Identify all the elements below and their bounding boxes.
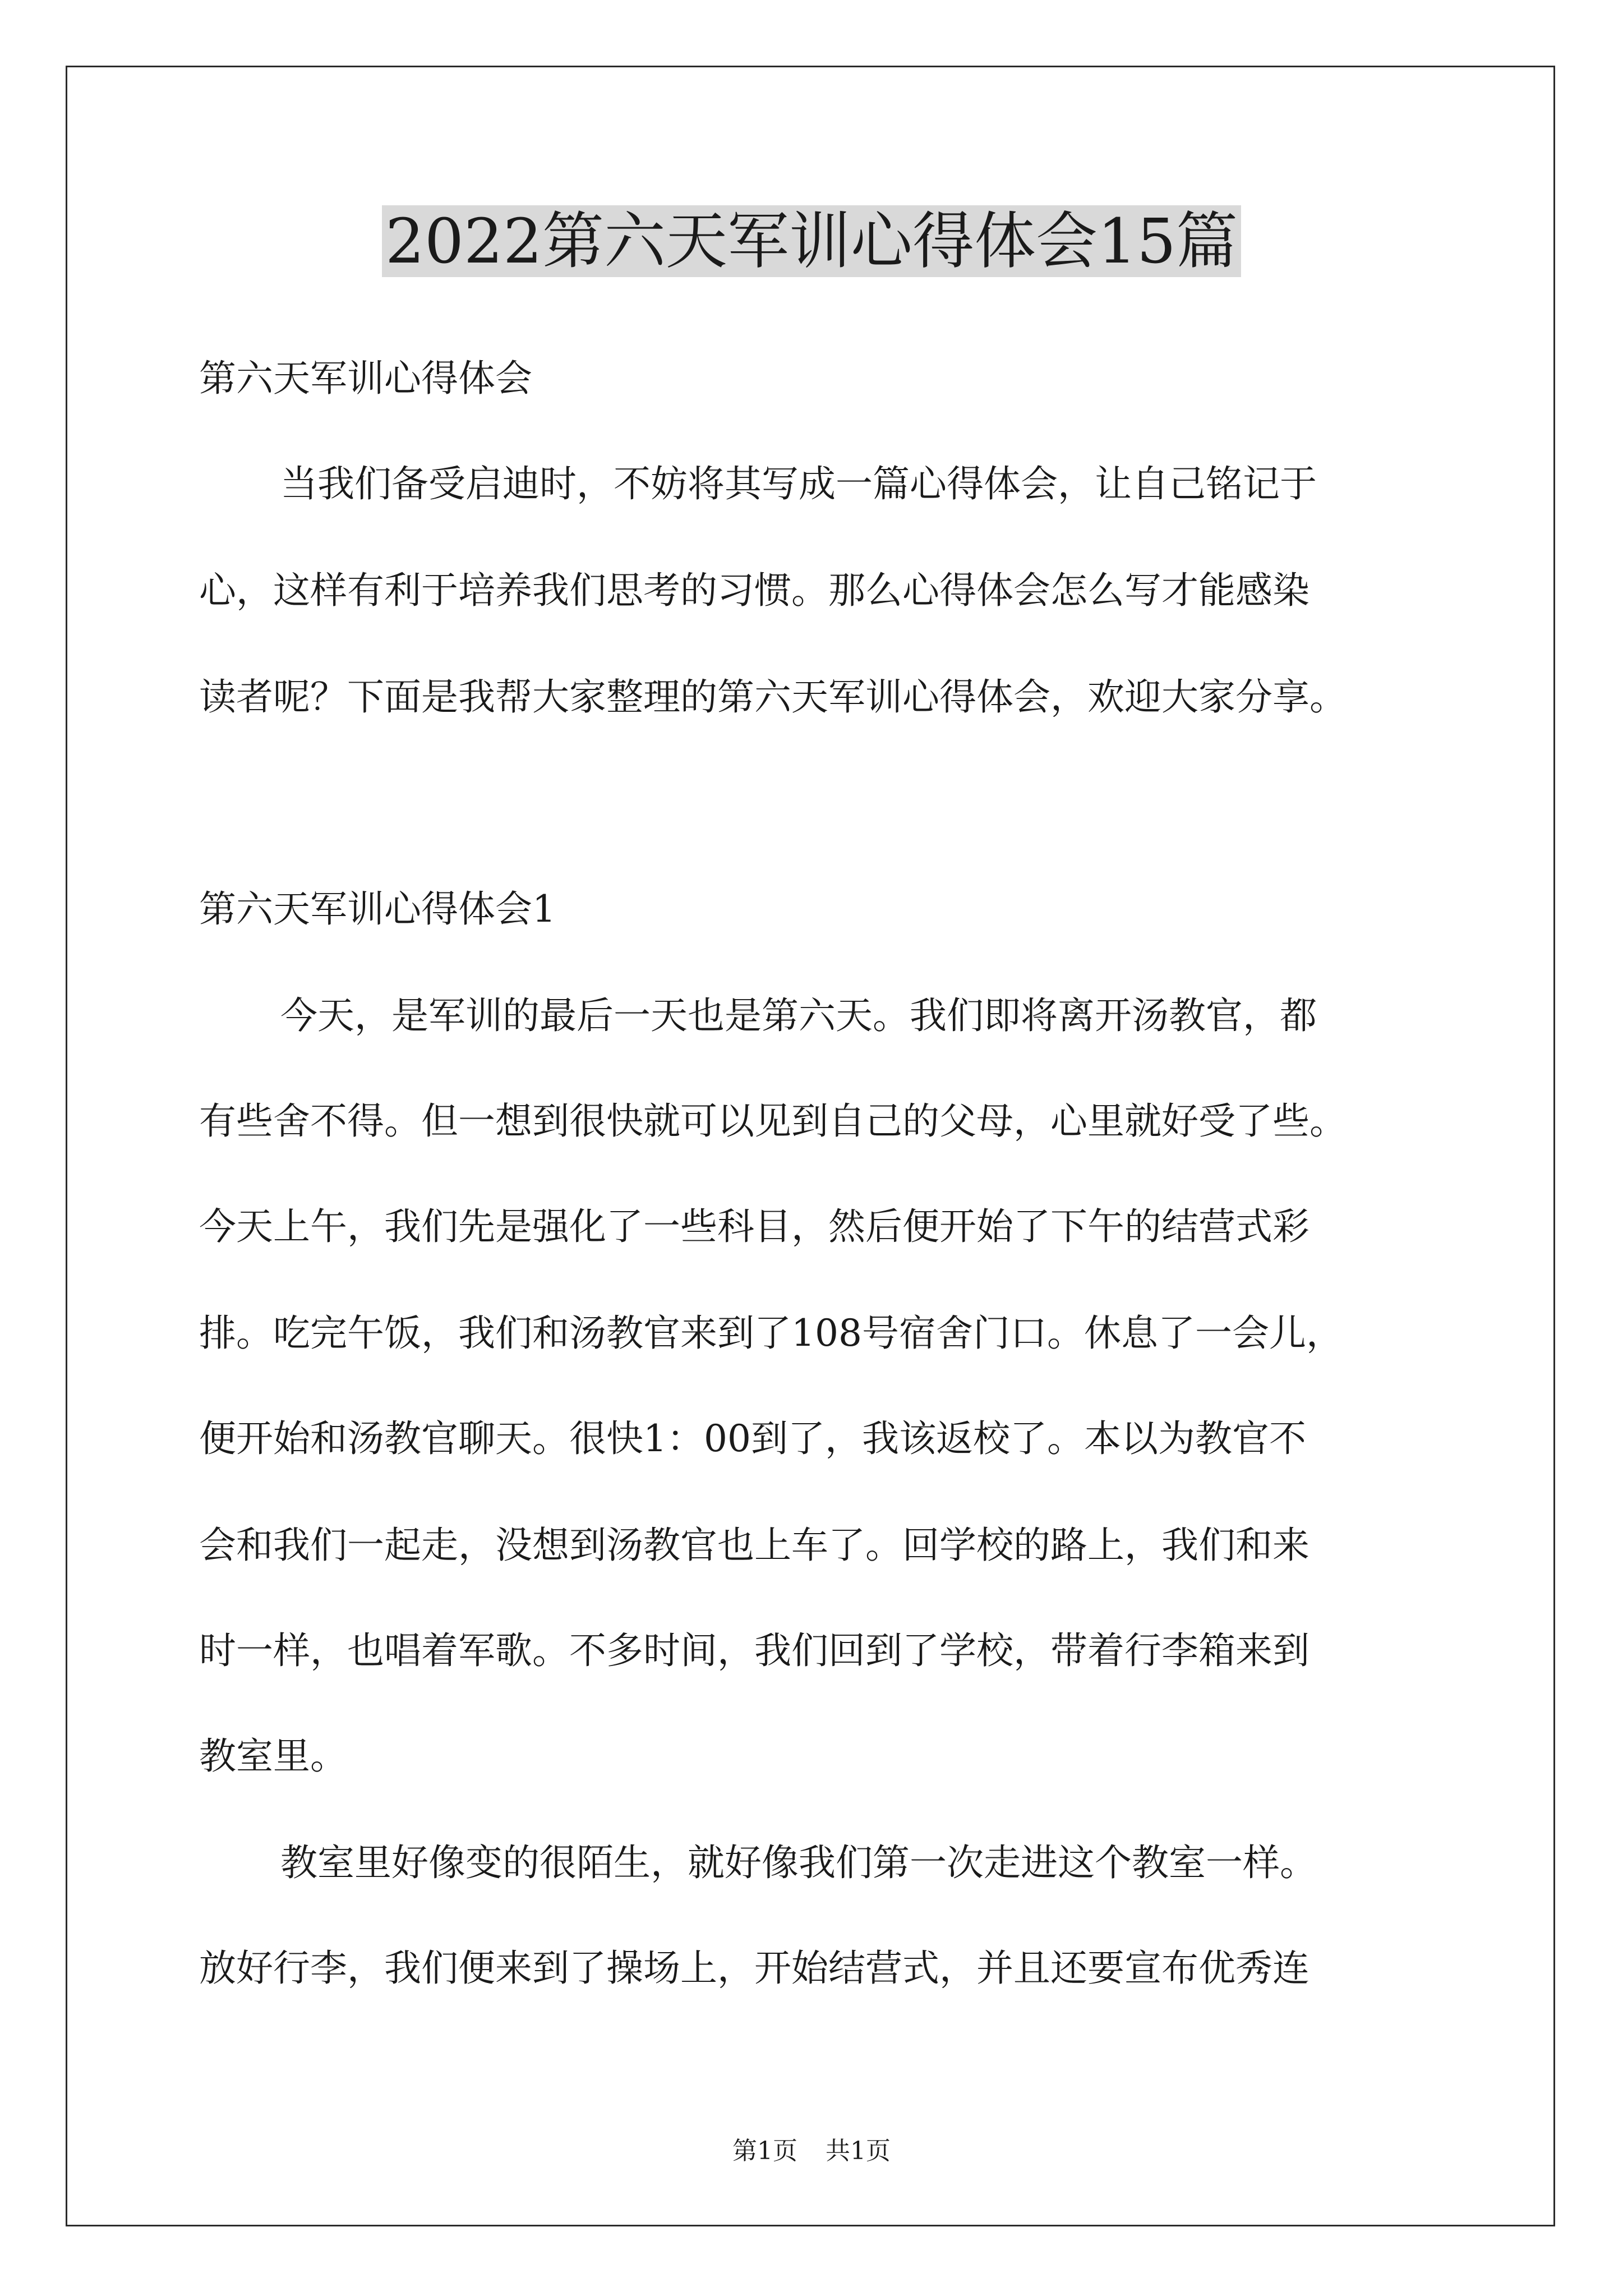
section1-para2-line-2: 放好行李，我们便来到了操场上，开始结营式，并且还要宣布优秀连	[199, 1947, 1310, 1990]
section1-para1-line-4: 排。吃完午饭，我们和汤教官来到了108号宿舍门口。休息了一会儿，	[199, 1312, 1343, 1355]
section1-para1-line-3: 今天上午，我们先是强化了一些科目，然后便开始了下午的结营式彩	[199, 1205, 1310, 1248]
section1-para1-line-5: 便开始和汤教官聊天。很快1：00到了，我该返校了。本以为教官不	[199, 1417, 1306, 1460]
page-number-current: 第1页	[732, 2137, 797, 2165]
section1-para1-line-7: 时一样，也唱着军歌。不多时间，我们回到了学校，带着行李箱来到	[199, 1629, 1310, 1672]
document-title	[0, 199, 1623, 283]
section1-para1-line-2: 有些舍不得。但一想到很快就可以见到自己的父母，心里就好受了些。	[199, 1099, 1347, 1143]
section1-para2-line-1: 教室里好像变的很陌生，就好像我们第一次走进这个教室一样。	[280, 1841, 1317, 1884]
intro-line-3: 读者呢？下面是我帮大家整理的第六天军训心得体会，欢迎大家分享。	[199, 675, 1347, 719]
section1-para1-line-6: 会和我们一起走，没想到汤教官也上车了。回学校的路上，我们和来	[199, 1524, 1310, 1567]
intro-line-2: 心，这样有利于培养我们思考的习惯。那么心得体会怎么写才能感染	[199, 569, 1310, 612]
section1-heading: 第六天军训心得体会1	[199, 887, 556, 931]
page-footer	[0, 2134, 1623, 2168]
document-title-text: 2022第六天军训心得体会15篇	[382, 205, 1241, 277]
section1-para1-line-8: 教室里。	[199, 1734, 347, 1778]
page-number-total: 共1页	[826, 2137, 891, 2165]
section1-para1-line-1: 今天，是军训的最后一天也是第六天。我们即将离开汤教官，都	[280, 994, 1317, 1037]
intro-line-1: 当我们备受启迪时，不妨将其写成一篇心得体会，让自己铭记于	[280, 462, 1317, 505]
intro-heading: 第六天军训心得体会	[199, 357, 532, 400]
